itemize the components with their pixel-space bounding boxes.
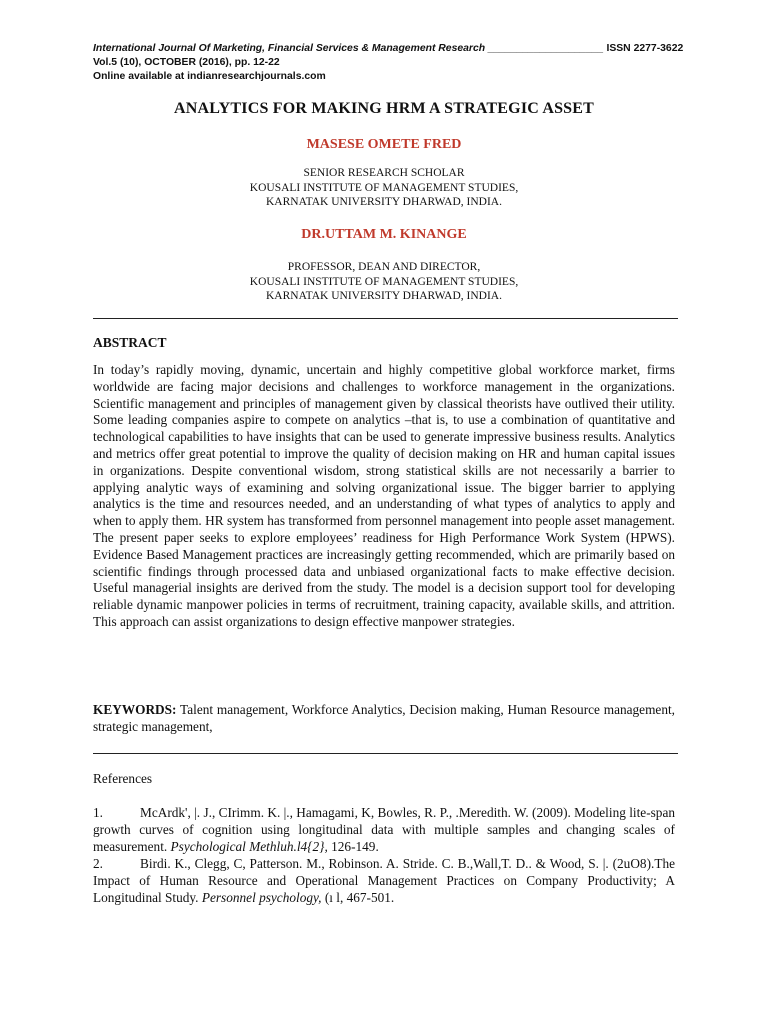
author-2-affiliation [0, 260, 768, 304]
online-availability: Online available at indianresearchjournals.com [93, 71, 326, 82]
volume-info: Vol.5 (10), OCTOBER (2016), pp. 12-22 [93, 57, 280, 68]
reference-item [93, 856, 675, 906]
author-1-affiliation-line: KARNATAK UNIVERSITY DHARWAD, INDIA. [266, 196, 502, 208]
issn: ISSN 2277-3622 [606, 43, 684, 54]
author-2-affiliation-line: KOUSALI INSTITUTE OF MANAGEMENT STUDIES, [249, 275, 519, 288]
reference-text: Birdi. K., Clegg, C, Patterson. M., Robinson. A. Stride. C. B.,Wall,T. D.. & Wood, S. |. (2uO8).The Impact of Human Resource and Operational Management Practices on Company Productivity; A Longitudinal Study. [93, 856, 675, 905]
abstract-text: In today’s rapidly moving, dynamic, uncertain and highly competitive global workforce market, firms worldwide are facing major decisions and challenges to workforce management in the organizations. Scientific management and principles of management given by classical theorists have outlived their utility. Some leading companies aspire to compete on analytics –that is, to use a combination of quantitative and technological capabilities to have insights that can be used to generate impressive business results. Analytics and metrics offer great potential to improve the quality of decision making on HR and human capital issues in organizations. Despite conventional wisdom, strong statistical skills are not necessarily a barrier to applying analytic ways of examining and solving organizational issue. The bigger barrier to applying analytics is the time and resources needed, and an understanding of what types of analytics to apply and when to apply them. HR system has transformed from personnel management into people asset management. The present paper seeks to explore employees’ readiness for High Performance Work System (HPWS). Evidence Based Management practices are increasingly getting recommended, which are primarily based on scientific findings through processed data and unbiased organizational facts to make effective decision. Useful managerial insights are derived from the study. The model is a decision support tool for developing reliable dynamic manpower policies in terms of recruitment, training capacity, available skills, and attrition. This approach can assist organizations to design effective manpower strategies. [93, 362, 675, 629]
section-divider [93, 318, 678, 319]
section-divider [93, 753, 678, 754]
author-2-affiliation-line: PROFESSOR, DEAN AND DIRECTOR, [287, 261, 481, 273]
references-heading: References [93, 771, 153, 786]
reference-journal: Psychological Methluh.l4{2}, [170, 838, 328, 854]
reference-number: 2. [93, 856, 103, 871]
abstract-heading: ABSTRACT [93, 335, 167, 350]
keywords [93, 702, 675, 736]
keywords-label: KEYWORDS: [93, 702, 177, 717]
author-1-name: MASESE OMETE FRED [306, 137, 462, 152]
paper-title: ANALYTICS FOR MAKING HRM A STRATEGIC ASSET [173, 100, 595, 117]
keywords-text: Talent management, Workforce Analytics, Decision making, Human Resource management, strategic management, [93, 702, 675, 734]
journal-name: International Journal Of Marketing, Financial Services & Management Research ____________________ [93, 43, 604, 54]
reference-item [93, 805, 675, 855]
reference-pages: (ı l, 467-501. [321, 889, 395, 905]
reference-number: 1. [93, 805, 103, 820]
reference-pages: 126-149. [327, 838, 379, 854]
author-1-affiliation-line: SENIOR RESEARCH SCHOLAR [303, 167, 465, 179]
author-1-affiliation [0, 166, 768, 210]
journal-header [93, 42, 693, 84]
author-1-affiliation-line: KOUSALI INSTITUTE OF MANAGEMENT STUDIES, [249, 181, 519, 194]
author-2-name: DR.UTTAM M. KINANGE [301, 227, 467, 242]
reference-text: McArdk', |. J., CIrimm. K. |., Hamagami, K, Bowles, R. P., .Meredith. W. (2009). Modeling lite-span growth curves of cognition using longitudinal data with multiple samples and changing scales of measurement. [93, 805, 675, 854]
reference-journal: Personnel psychology, [201, 889, 322, 905]
author-2-affiliation-line: KARNATAK UNIVERSITY DHARWAD, INDIA. [266, 290, 502, 302]
